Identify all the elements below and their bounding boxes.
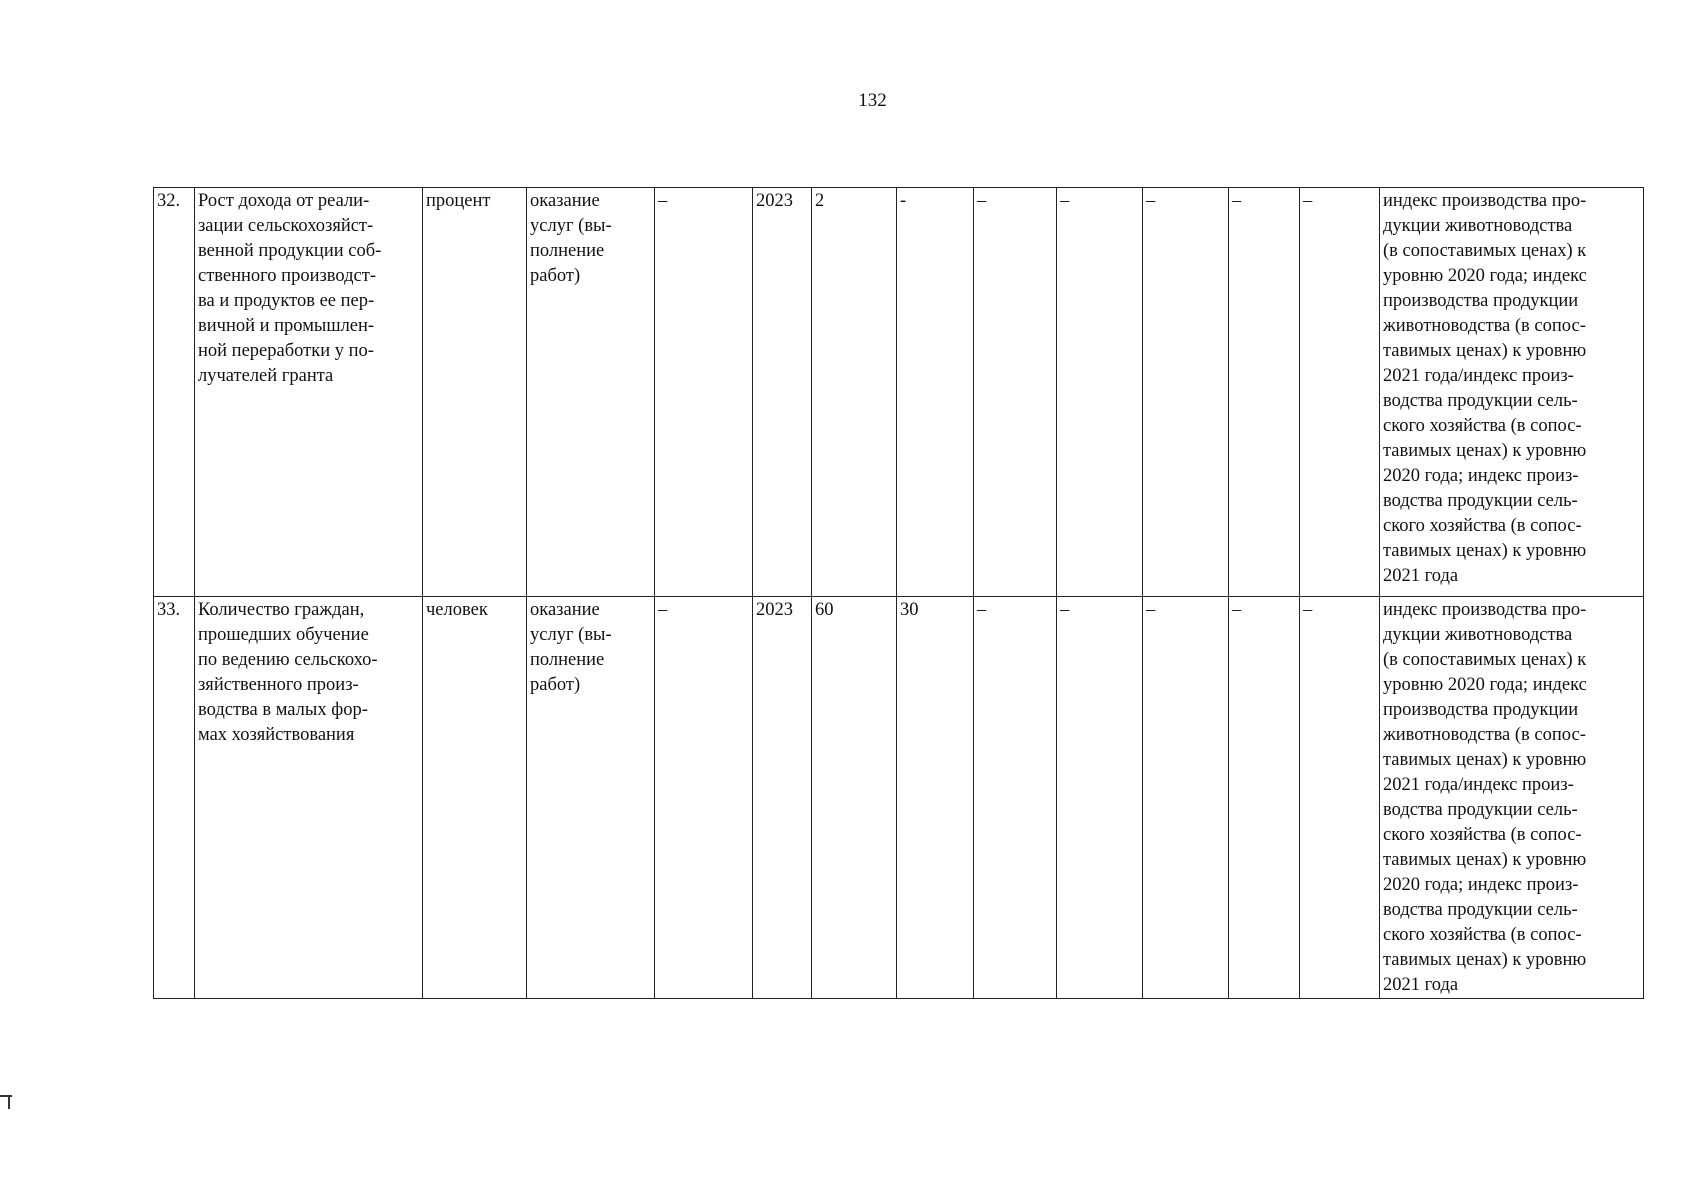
row-number-cell: 33. — [154, 597, 195, 999]
table-row — [154, 188, 1644, 597]
value-cell: – — [655, 188, 753, 597]
year-cell: 2023 — [753, 597, 812, 999]
indicators-table — [153, 187, 1644, 999]
value-cell: – — [1143, 188, 1229, 597]
value-cell: – — [1300, 188, 1380, 597]
activity-type-cell: оказание услуг (вы- полнение работ) — [527, 188, 655, 597]
table-row — [154, 597, 1644, 999]
unit-cell: процент — [423, 188, 527, 597]
calculation-method-cell: индекс производства про- дукции животноводства (в сопоставимых ценах) к уровню 2020 года; индекс производства продукции животноводства (в сопос- тавимых ценах) к уровню 2021 года/индекс произ- водства продукции сель- ского хозяйства (в сопос- тавимых ценах) к уровню 2020 года; индекс произ- водства продукции сель- ского хозяйства (в сопос- тавимых ценах) к уровню 2021 года — [1380, 188, 1644, 597]
indicator-name-cell: Количество граждан, прошедших обучение по ведению сельскохо- зяйственного произ- водства в малых фор- мах хозяйствования — [195, 597, 423, 999]
activity-type-cell: оказание услуг (вы- полнение работ) — [527, 597, 655, 999]
scan-edge-mark — [0, 1087, 12, 1111]
value-cell: – — [1143, 597, 1229, 999]
calculation-method-cell: индекс производства про- дукции животноводства (в сопоставимых ценах) к уровню 2020 года; индекс производства продукции животноводства (в сопос- тавимых ценах) к уровню 2021 года/индекс произ- водства продукции сель- ского хозяйства (в сопос- тавимых ценах) к уровню 2020 года; индекс произ- водства продукции сель- ского хозяйства (в сопос- тавимых ценах) к уровню 2021 года — [1380, 597, 1644, 999]
value-cell: 30 — [897, 597, 974, 999]
value-cell: 2 — [812, 188, 897, 597]
unit-cell: человек — [423, 597, 527, 999]
value-cell: – — [1057, 188, 1143, 597]
value-cell: – — [1229, 188, 1300, 597]
row-number-cell: 32. — [154, 188, 195, 597]
value-cell: – — [1229, 597, 1300, 999]
value-cell: – — [655, 597, 753, 999]
value-cell: – — [974, 188, 1057, 597]
value-cell: 60 — [812, 597, 897, 999]
value-cell: – — [1057, 597, 1143, 999]
value-cell: - — [897, 188, 974, 597]
value-cell: – — [1300, 597, 1380, 999]
indicator-name-cell: Рост дохода от реали- зации сельскохозяйст- венной продукции соб- ственного производст- ва и продуктов ее пер- вичной и промышлен- ной переработки у по- лучателей гранта — [195, 188, 423, 597]
value-cell: – — [974, 597, 1057, 999]
page-number: 132 — [858, 90, 887, 111]
year-cell: 2023 — [753, 188, 812, 597]
